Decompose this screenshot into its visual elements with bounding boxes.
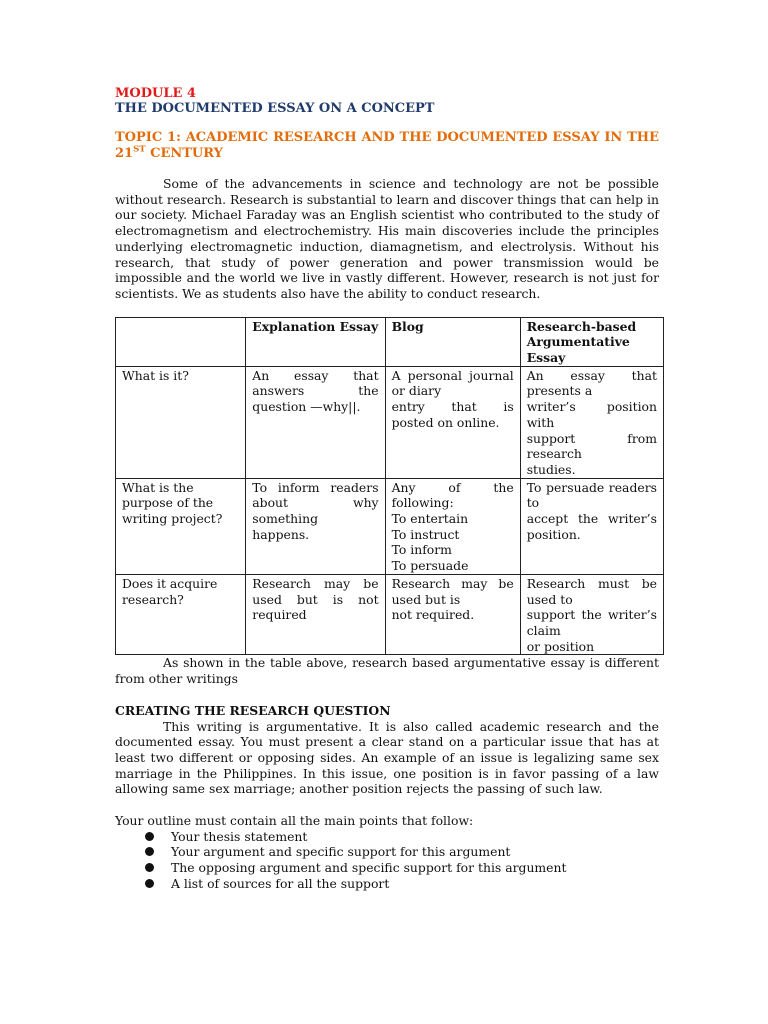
list-item (145, 860, 659, 876)
blog-cell (385, 478, 520, 574)
outline-list (115, 829, 659, 892)
bullet-icon (145, 863, 154, 872)
cell-line: accept the writer’s position. (526, 511, 657, 542)
section-paragraph: This writing is argumentative. It is also called academic research and the documented essay. You must present a clear stand on a particular issue that has at least two different or opposing sides. An example of an issue is legalizing same sex marriage in the Philippines. In this issue, one position is in favor passing of a law allowing same sex marriage; another position rejects the passing of such law. (115, 718, 659, 797)
list-item-text: The opposing argument and specific support for this argument (171, 860, 567, 876)
comparison-table (115, 317, 664, 656)
topic-text-end: CENTURY (150, 146, 223, 161)
list-item-text: Your thesis statement (171, 828, 308, 844)
cell-line: or position (526, 638, 595, 654)
cell-line: not required. (391, 607, 475, 623)
section-heading: CREATING THE RESEARCH QUESTION (115, 702, 391, 718)
table-row (116, 366, 664, 478)
table-header-blog: Blog (385, 317, 520, 366)
intro-paragraph: Some of the advancements in science and technology are not be possible without research. Research is substantial to learn and discover things that can help in our society. Michael Faraday was an English scientist who contributed to the study of electromagnetism and electrochemistry. His main discoveries include the principles underlying electromagnetic induction, diamagnetism, and electrolysis. Without his research, that study of power generation and power transmission would be impossible and the world we live in vastly different. However, research is not just for scientists. We as students also have the ability to conduct research. (115, 176, 659, 301)
blog-cell (385, 366, 520, 478)
bullet-icon (145, 879, 154, 888)
list-item (145, 876, 659, 892)
cell-line: To instruct (391, 526, 460, 542)
list-item-text: A list of sources for all the support (171, 875, 390, 891)
list-item (145, 829, 659, 845)
cell-line: An essay that presents a (526, 367, 657, 399)
cell-line: Research must be used to (526, 575, 657, 607)
topic-heading (115, 130, 659, 162)
table-row (116, 574, 664, 655)
cell-line: studies. (526, 461, 576, 477)
list-item-text: Your argument and specific support for this argument (171, 844, 511, 860)
explanation-cell: Research may be used but is not required (246, 574, 385, 655)
list-item (145, 844, 659, 860)
cell-line: writer’s position with (526, 399, 657, 430)
module-title: THE DOCUMENTED ESSAY ON A CONCEPT (115, 101, 435, 116)
row-label: What is the purpose of the writing project? (116, 478, 246, 574)
cell-line: To persuade readers to (526, 479, 657, 511)
cell-line: support from research (526, 430, 657, 462)
cell-line: Research may be used but is (391, 575, 514, 607)
module-label: MODULE 4 (115, 86, 196, 101)
table-header-row (116, 317, 664, 366)
table-header-research: Research-based Argumentative Essay (520, 317, 663, 366)
explanation-cell: To inform readers about why something happens. (246, 478, 385, 574)
cell-line: To inform (391, 542, 452, 558)
explanation-cell: An essay that answers the question —why||. (246, 366, 385, 478)
outline-intro: Your outline must contain all the main points that follow: (115, 813, 474, 829)
cell-line: To persuade (391, 558, 469, 574)
cell-line: support the writer’s claim (526, 607, 657, 638)
after-table-paragraph: As shown in the table above, research based argumentative essay is different from other writings (115, 655, 659, 687)
cell-line: entry that is posted on online. (391, 399, 514, 430)
row-label: Does it acquire research? (116, 574, 246, 655)
bullet-icon (145, 847, 154, 856)
table-header-explanation: Explanation Essay (246, 317, 385, 366)
research-cell (520, 478, 663, 574)
cell-line: To entertain (391, 511, 469, 527)
topic-text: TOPIC 1: ACADEMIC RESEARCH AND THE DOCUMENTED ESSAY IN THE 21 (115, 130, 659, 161)
blog-cell (385, 574, 520, 655)
bullet-icon (145, 832, 154, 841)
research-cell (520, 366, 663, 478)
cell-line: Any of the following: (391, 479, 514, 511)
research-cell (520, 574, 663, 655)
row-label: What is it? (116, 366, 246, 478)
cell-line: A personal journal or diary (391, 367, 514, 399)
topic-superscript: ST (133, 144, 146, 155)
table-header-empty (116, 317, 246, 366)
table-row (116, 478, 664, 574)
